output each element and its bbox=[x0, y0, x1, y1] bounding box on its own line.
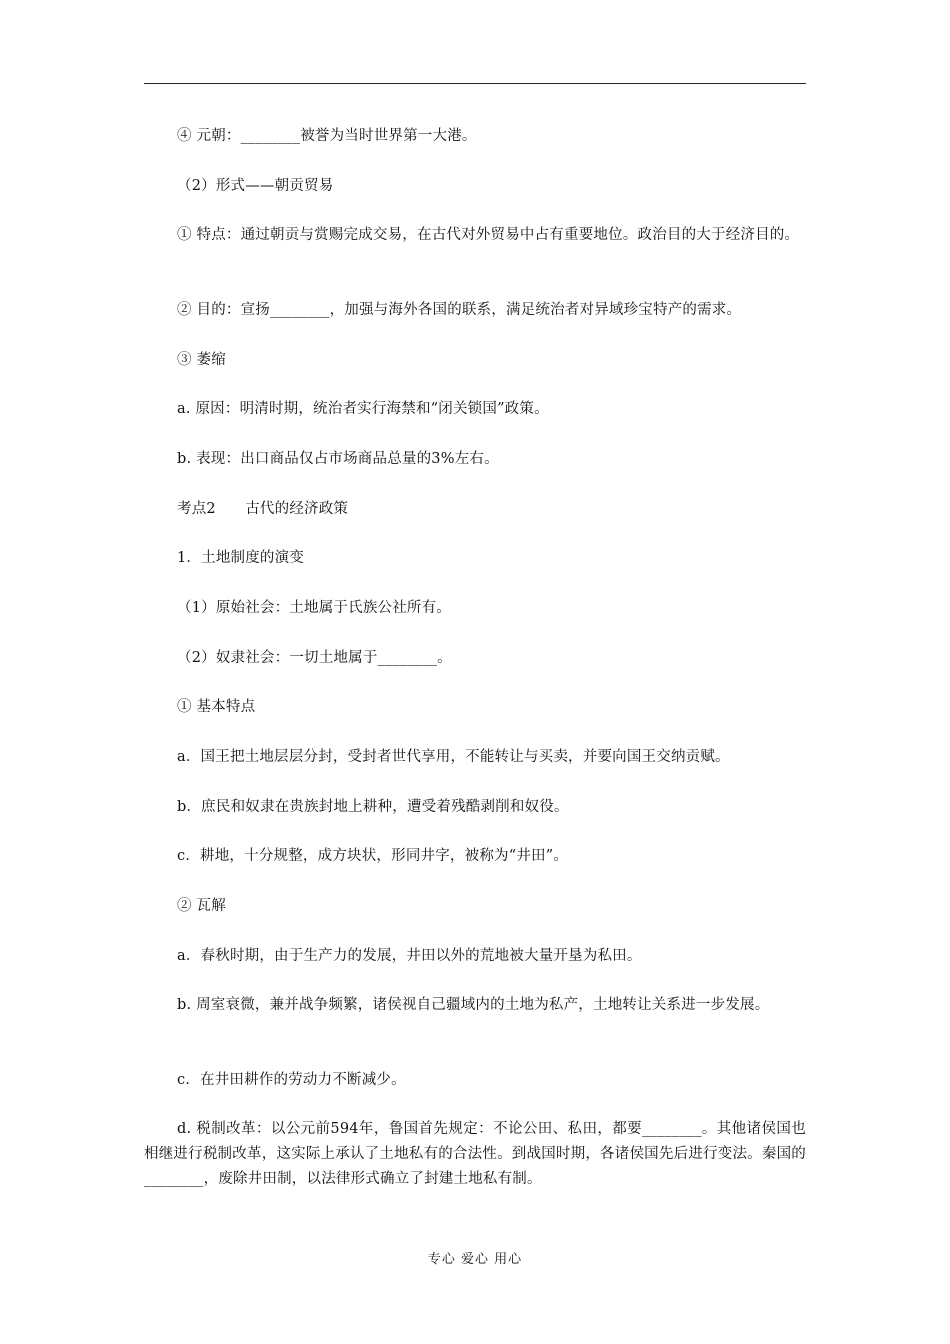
paragraph-feature-b: b．庶民和奴隶在贵族封地上耕种，遭受着残酷剥削和奴役。 bbox=[177, 799, 569, 815]
paragraph-decline-reason: a. 原因：明清时期，统治者实行海禁和“闭关锁国”政策。 bbox=[177, 401, 549, 417]
heading-disintegration: ② 瓦解 bbox=[177, 898, 226, 914]
paragraph-primitive-society: （1）原始社会：土地属于氏族公社所有。 bbox=[177, 600, 452, 616]
paragraph-feature-c: c．耕地，十分规整，成方块状，形同井字，被称为“井田”。 bbox=[177, 848, 569, 864]
heading-tribute-trade: （2）形式——朝贡贸易 bbox=[177, 178, 334, 194]
heading-exam-point-2: 考点2 古代的经济政策 bbox=[177, 501, 349, 517]
paragraph-tribute-purpose: ② 目的：宣扬________，加强与海外各国的联系，满足统治者对异域珍宝特产的需求。 bbox=[177, 302, 742, 318]
header-rule bbox=[144, 83, 806, 84]
paragraph-decline-manifestation: b. 表现：出口商品仅占市场商品总量的3%左右。 bbox=[177, 451, 499, 467]
paragraph-disintegration-b: b. 周室衰微，兼并战争频繁，诸侯视自己疆域内的土地为私产，土地转让关系进一步发展。 bbox=[177, 997, 770, 1013]
paragraph-disintegration-d: d. 税制改革：以公元前594年，鲁国首先规定：不论公田、私田，都要________。其他诸侯国也相继进行税制改革，这实际上承认了土地私有的合法性。到战国时期，各诸侯国先后进行变法。秦国的________，废除井田制，以法律形式确立了封建土地私有制。 bbox=[144, 1121, 806, 1187]
paragraph-slave-society: （2）奴隶社会：一切土地属于________。 bbox=[177, 650, 452, 666]
heading-basic-features: ① 基本特点 bbox=[177, 699, 256, 715]
paragraph-feature-a: a．国王把土地层层分封，受封者世代享用，不能转让与买卖，并要向国王交纳贡赋。 bbox=[177, 749, 730, 765]
paragraph-tribute-features: ① 特点：通过朝贡与赏赐完成交易，在古代对外贸易中占有重要地位。政治目的大于经济目的。 bbox=[177, 227, 800, 243]
paragraph-yuan-port: ④ 元朝：________被誉为当时世界第一大港。 bbox=[177, 128, 477, 144]
page-footer: 专心 爱心 用心 bbox=[427, 1252, 523, 1267]
heading-land-system: 1．土地制度的演变 bbox=[177, 550, 305, 566]
heading-decline: ③ 萎缩 bbox=[177, 352, 226, 368]
paragraph-disintegration-a: a．春秋时期，由于生产力的发展，井田以外的荒地被大量开垦为私田。 bbox=[177, 948, 642, 964]
paragraph-disintegration-c: c．在井田耕作的劳动力不断减少。 bbox=[177, 1072, 406, 1088]
